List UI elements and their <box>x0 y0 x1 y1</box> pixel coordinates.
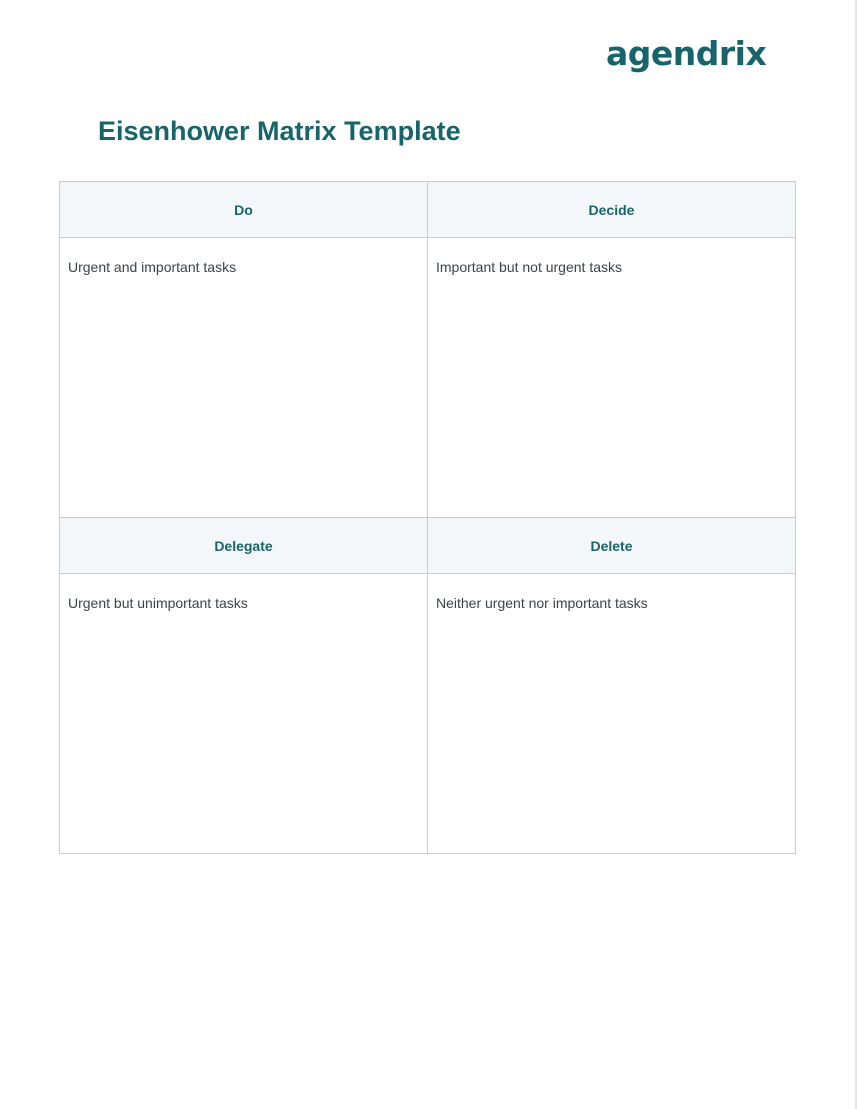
quadrant-cell-delete[interactable] <box>428 574 796 854</box>
quadrant-description-decide: Important but not urgent tasks <box>436 259 622 275</box>
matrix-body-row-bottom <box>60 574 796 854</box>
quadrant-header-delete: Delete <box>428 518 796 574</box>
agendrix-logo: agendrix <box>606 34 767 73</box>
quadrant-header-do: Do <box>60 182 428 238</box>
matrix-body-row-top <box>60 238 796 518</box>
matrix-header-row-bottom <box>60 518 796 574</box>
eisenhower-matrix <box>59 181 796 854</box>
quadrant-description-delegate: Urgent but unimportant tasks <box>68 595 248 611</box>
quadrant-cell-do[interactable] <box>60 238 428 518</box>
matrix-header-row-top <box>60 182 796 238</box>
quadrant-cell-decide[interactable] <box>428 238 796 518</box>
page-title: Eisenhower Matrix Template <box>98 116 461 146</box>
quadrant-header-delegate: Delegate <box>60 518 428 574</box>
quadrant-cell-delegate[interactable] <box>60 574 428 854</box>
quadrant-header-decide: Decide <box>428 182 796 238</box>
quadrant-description-delete: Neither urgent nor important tasks <box>436 595 648 611</box>
quadrant-description-do: Urgent and important tasks <box>68 259 237 275</box>
